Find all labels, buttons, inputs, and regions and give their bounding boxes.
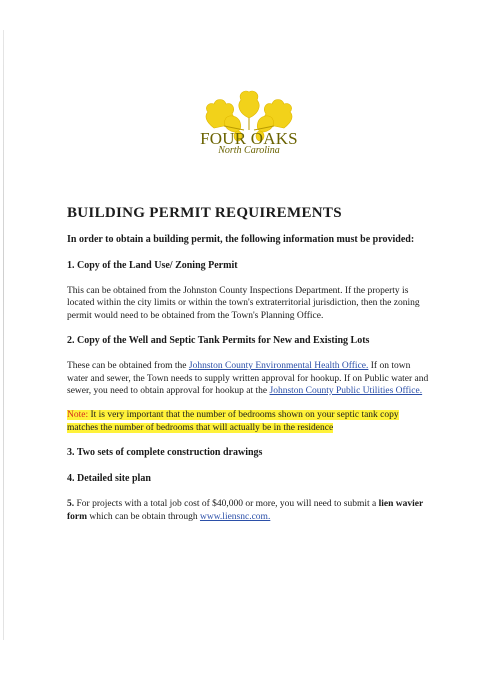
page-edge-line [3,30,4,640]
section-2-text-start: These can be obtained from the [67,361,189,372]
section-2-body [67,360,429,397]
section-1-body: This can be obtained from the Johnston County Inspections Department. If the property is located within the city limits or within the town's extraterritorial jurisdiction, then the zoning permit would need to be obtained from the Town's Planning Office. [67,286,420,321]
intro-text: In order to obtain a building permit, the following information must be provided: [67,234,415,245]
section-5-text-mid: which can be obtain through [87,511,200,522]
section-4-heading: 4. Detailed site plan [67,473,151,485]
section-5-text-start: For projects with a total job cost of $40,000 or more, you will need to submit a [74,499,379,510]
lien-waiver-form-text: lien wavier form [67,499,424,522]
section-2-heading: 2. Copy of the Well and Septic Tank Permits for New and Existing Lots [67,335,370,347]
logo-wordmark [196,130,302,156]
septic-note [67,409,429,434]
section-5-number: 5. [67,499,75,510]
section-2-text-mid: If on town water and sewer, the Town needs to supply written approval for hookup. If on Public water and sewer, you need to obtain approval for hookup at the [67,361,429,397]
liensnc-link[interactable]: www.liensnc.com. [199,511,271,522]
section-5-body [67,498,429,523]
logo-town-name: FOUR OAKS [200,129,298,148]
section-3-heading: 3. Two sets of complete construction drawings [67,447,263,459]
environmental-health-link[interactable]: Johnston County Environmental Health Office. [188,361,369,372]
logo-state-name: North Carolina [218,145,280,156]
section-1-heading: 1. Copy of the Land Use/ Zoning Permit [67,260,238,271]
document-title: BUILDING PERMIT REQUIREMENTS [67,205,342,221]
document-body [67,205,429,535]
note-label: Note: [67,410,89,421]
public-utilities-link[interactable]: Johnston County Public Utilities Office. [269,386,423,397]
note-text: It is very important that the number of bedrooms shown on your septic tank copy matches the number of bedrooms that will actually be in the residence [67,410,399,433]
